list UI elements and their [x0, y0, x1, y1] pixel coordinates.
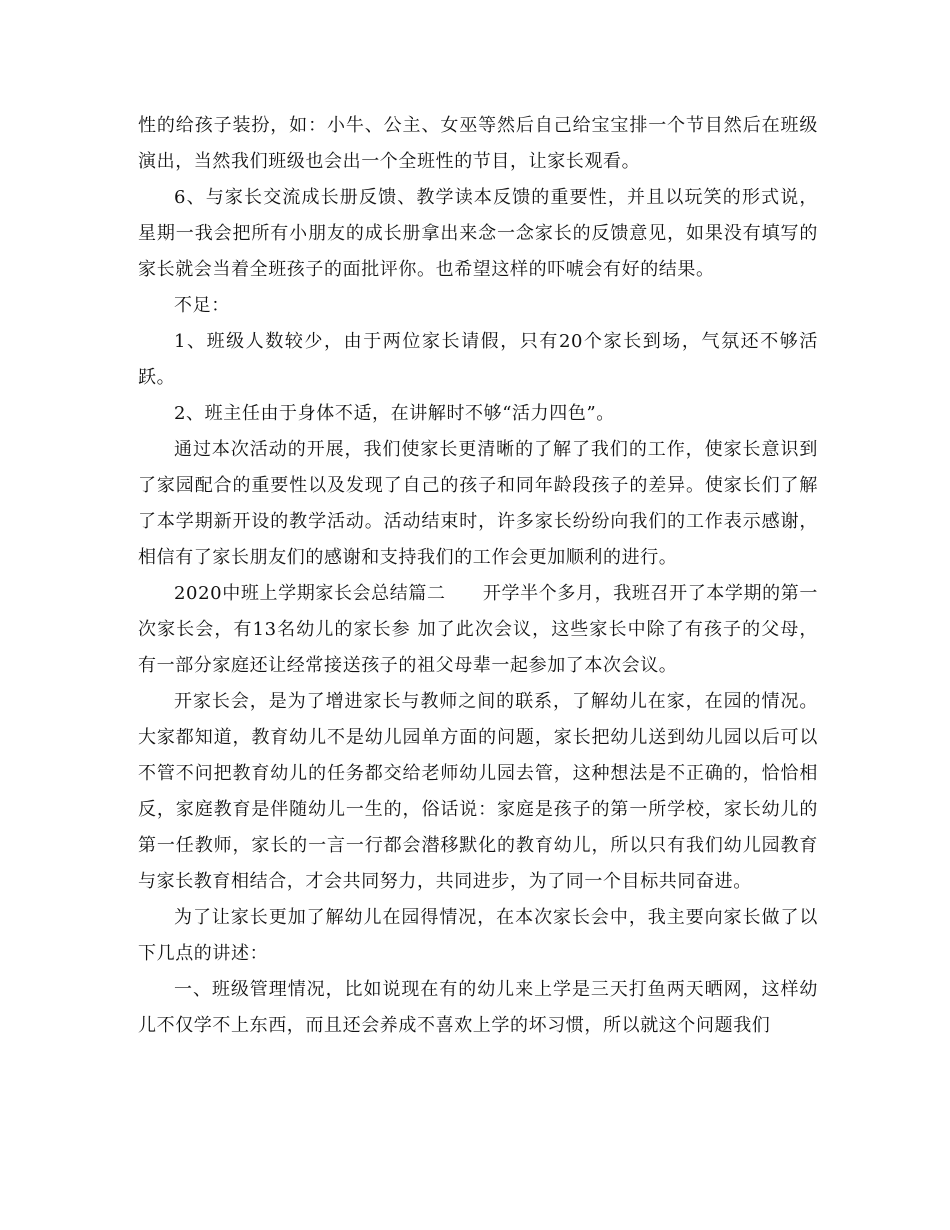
paragraph-class-management: 一、班级管理情况，比如说现在有的幼儿来上学是三天打鱼两天晒网，这样幼儿不仅学不上东西，而且还会养成不喜欢上学的坏习惯，所以就这个问题我们	[138, 979, 818, 1036]
paragraph-overview: 为了让家长更加了解幼儿在园得情况，在本次家长会中，我主要向家长做了以下几点的讲述：	[138, 907, 818, 964]
heading-shortcomings: 不足：	[174, 295, 230, 316]
paragraph-shortcoming-1: 1、班级人数较少，由于两位家长请假，只有20个家长到场，气氛还不够活跃。	[138, 331, 818, 388]
paragraph-item-6: 6、与家长交流成长册反馈、教学读本反馈的重要性，并且以玩笑的形式说，星期一我会把所有小朋友的成长册拿出来念一念家长的反馈意见，如果没有填写的家长就会当着全班孩子的面批评你。也希望这样的吓唬会有好的结果。	[138, 187, 818, 280]
paragraph-purpose: 开家长会，是为了增进家长与教师之间的联系，了解幼儿在家，在园的情况。大家都知道，教育幼儿不是幼儿园单方面的问题，家长把幼儿送到幼儿园以后可以不管不问把教育幼儿的任务都交给老师幼儿园去管，这种想法是不正确的，恰恰相反，家庭教育是伴随幼儿一生的，俗话说：家庭是孩子的第一所学校，家长幼儿的第一任教师，家长的一言一行都会潜移默化的教育幼儿，所以只有我们幼儿园教育与家长教育相结合，才会共同努力，共同进步，为了同一个目标共同奋进。	[138, 691, 818, 892]
paragraph-part-two-intro: 2020中班上学期家长会总结篇二 开学半个多月，我班召开了本学期的第一次家长会，有13名幼儿的家长参 加了此次会议，这些家长中除了有孩子的父母，有一部分家庭还让经常接送孩子的祖父母辈一起参加了本次会议。	[138, 583, 818, 676]
document-body	[138, 108, 818, 1044]
paragraph-continuation: 性的给孩子装扮，如：小牛、公主、女巫等然后自己给宝宝排一个节目然后在班级演出，当然我们班级也会出一个全班性的节目，让家长观看。	[138, 115, 818, 172]
paragraph-shortcoming-2: 2、班主任由于身体不适，在讲解时不够“活力四色”。	[174, 403, 615, 424]
paragraph-conclusion: 通过本次活动的开展，我们使家长更清晰的了解了我们的工作，使家长意识到了家园配合的重要性以及发现了自己的孩子和同年龄段孩子的差异。使家长们了解了本学期新开设的教学活动。活动结束时，许多家长纷纷向我们的工作表示感谢，相信有了家长朋友们的感谢和支持我们的工作会更加顺利的进行。	[138, 439, 818, 568]
